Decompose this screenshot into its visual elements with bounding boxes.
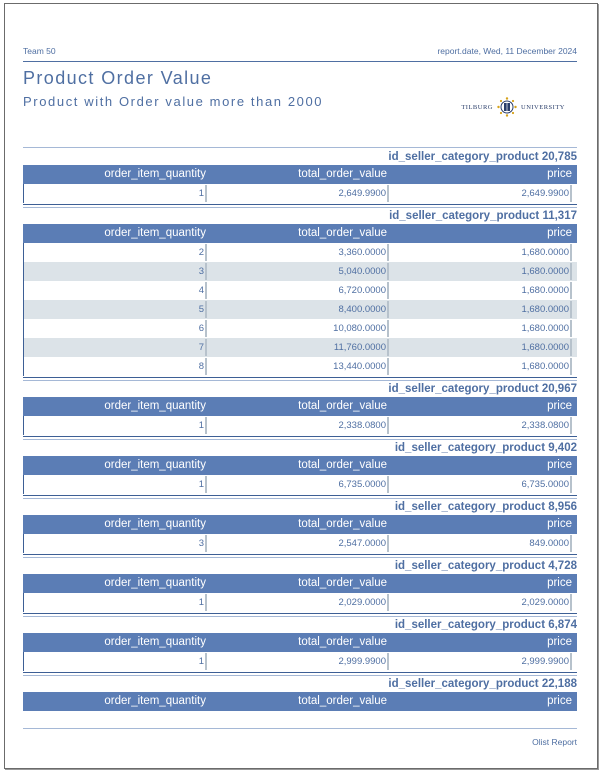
page-header bbox=[23, 46, 577, 60]
cell-separator bbox=[205, 653, 207, 670]
group-heading: id_seller_category_product 22,188 bbox=[388, 678, 577, 690]
cell-p: 2,029.0000 bbox=[521, 597, 569, 608]
cell-separator bbox=[205, 282, 207, 299]
cell-p: 2,999.9900 bbox=[521, 656, 569, 667]
column-header-price: price bbox=[547, 168, 572, 180]
column-header-row bbox=[23, 224, 577, 243]
cell-q: 1 bbox=[198, 420, 204, 431]
cell-p: 1,680.0000 bbox=[521, 342, 569, 353]
header-divider bbox=[23, 61, 577, 62]
cell-p: 6,735.0000 bbox=[521, 479, 569, 490]
column-header-price: price bbox=[547, 518, 572, 530]
cell-separator bbox=[205, 339, 207, 356]
column-header-price: price bbox=[547, 695, 572, 707]
table-row bbox=[23, 262, 577, 281]
cell-q: 3 bbox=[198, 266, 204, 277]
table-row bbox=[23, 593, 577, 612]
cell-separator bbox=[387, 339, 389, 356]
cell-t: 8,400.0000 bbox=[338, 304, 386, 315]
section-divider bbox=[23, 147, 577, 148]
table-row bbox=[23, 243, 577, 262]
column-header-total: total_order_value bbox=[298, 518, 387, 530]
cell-p: 2,649.9900 bbox=[521, 188, 569, 199]
cell-separator bbox=[387, 282, 389, 299]
column-header-row bbox=[23, 165, 577, 184]
cell-separator bbox=[205, 301, 207, 318]
cell-t: 2,999.9900 bbox=[338, 656, 386, 667]
university-logo bbox=[461, 95, 565, 119]
column-header-quantity: order_item_quantity bbox=[104, 168, 206, 180]
cell-t: 2,649.9900 bbox=[338, 188, 386, 199]
cell-separator bbox=[570, 320, 572, 337]
report-groups bbox=[23, 149, 577, 711]
cell-separator bbox=[205, 476, 207, 493]
report-group bbox=[23, 208, 577, 381]
table-row bbox=[23, 281, 577, 300]
cell-t: 5,040.0000 bbox=[338, 266, 386, 277]
cell-p: 1,680.0000 bbox=[521, 247, 569, 258]
cell-q: 1 bbox=[198, 479, 204, 490]
group-heading: id_seller_category_product 4,728 bbox=[394, 560, 577, 572]
column-header-total: total_order_value bbox=[298, 227, 387, 239]
table-row bbox=[23, 319, 577, 338]
group-heading: id_seller_category_product 11,317 bbox=[389, 210, 577, 222]
cell-separator bbox=[387, 594, 389, 611]
report-group bbox=[23, 676, 577, 711]
column-header-price: price bbox=[547, 400, 572, 412]
cell-q: 6 bbox=[198, 323, 204, 334]
column-header-price: price bbox=[547, 636, 572, 648]
cell-separator bbox=[205, 244, 207, 261]
report-group bbox=[23, 499, 577, 558]
column-header-quantity: order_item_quantity bbox=[104, 227, 206, 239]
cell-separator bbox=[570, 358, 572, 375]
cell-separator bbox=[570, 594, 572, 611]
footer-divider bbox=[23, 728, 577, 729]
report-group bbox=[23, 440, 577, 499]
report-group bbox=[23, 149, 577, 208]
column-header-row bbox=[23, 515, 577, 534]
cell-q: 5 bbox=[198, 304, 204, 315]
cell-separator bbox=[387, 653, 389, 670]
table-row bbox=[23, 416, 577, 435]
cell-q: 2 bbox=[198, 247, 204, 258]
cell-p: 1,680.0000 bbox=[521, 285, 569, 296]
cell-q: 1 bbox=[198, 597, 204, 608]
cell-separator bbox=[570, 282, 572, 299]
cell-separator bbox=[387, 263, 389, 280]
cell-separator bbox=[205, 320, 207, 337]
cell-p: 1,680.0000 bbox=[521, 304, 569, 315]
column-header-row bbox=[23, 397, 577, 416]
group-heading: id_seller_category_product 9,402 bbox=[394, 442, 577, 454]
cell-separator bbox=[387, 244, 389, 261]
table-row bbox=[23, 534, 577, 553]
cell-separator bbox=[570, 263, 572, 280]
column-header-total: total_order_value bbox=[298, 636, 387, 648]
page-footer: Olist Report bbox=[532, 737, 577, 747]
report-page bbox=[4, 3, 598, 769]
logo-right-text: UNIVERSITY bbox=[521, 103, 565, 111]
column-header-price: price bbox=[547, 459, 572, 471]
page-title: Product Order Value bbox=[23, 68, 213, 88]
cell-separator bbox=[205, 594, 207, 611]
table-row bbox=[23, 338, 577, 357]
group-heading: id_seller_category_product 8,956 bbox=[394, 501, 577, 513]
cell-q: 1 bbox=[198, 656, 204, 667]
cell-separator bbox=[205, 185, 207, 202]
cell-q: 3 bbox=[198, 538, 204, 549]
cell-t: 13,440.0000 bbox=[333, 361, 386, 372]
cell-separator bbox=[387, 301, 389, 318]
cell-t: 11,760.0000 bbox=[333, 342, 386, 353]
cell-separator bbox=[570, 339, 572, 356]
column-header-price: price bbox=[547, 227, 572, 239]
cell-t: 10,080.0000 bbox=[333, 323, 386, 334]
cell-separator bbox=[205, 417, 207, 434]
cell-separator bbox=[387, 185, 389, 202]
table-row bbox=[23, 652, 577, 671]
cell-separator bbox=[387, 476, 389, 493]
cell-t: 2,338.0800 bbox=[338, 420, 386, 431]
cell-separator bbox=[570, 185, 572, 202]
cell-p: 1,680.0000 bbox=[521, 323, 569, 334]
cell-separator bbox=[570, 535, 572, 552]
cell-separator bbox=[570, 476, 572, 493]
table-row bbox=[23, 300, 577, 319]
cell-separator bbox=[387, 358, 389, 375]
column-header-total: total_order_value bbox=[298, 459, 387, 471]
column-header-quantity: order_item_quantity bbox=[104, 459, 206, 471]
group-heading: id_seller_category_product 20,785 bbox=[388, 151, 577, 163]
column-header-quantity: order_item_quantity bbox=[104, 577, 206, 589]
column-header-row bbox=[23, 456, 577, 475]
column-header-quantity: order_item_quantity bbox=[104, 695, 206, 707]
cell-t: 3,360.0000 bbox=[338, 247, 386, 258]
cell-p: 2,338.0800 bbox=[521, 420, 569, 431]
column-header-total: total_order_value bbox=[298, 400, 387, 412]
column-header-row bbox=[23, 574, 577, 593]
column-header-price: price bbox=[547, 577, 572, 589]
university-seal-icon bbox=[497, 97, 517, 117]
cell-t: 6,720.0000 bbox=[338, 285, 386, 296]
cell-t: 6,735.0000 bbox=[338, 479, 386, 490]
report-date: report.date, Wed, 11 December 2024 bbox=[437, 46, 577, 56]
logo-left-text: TILBURG bbox=[461, 103, 493, 111]
cell-p: 849.0000 bbox=[529, 538, 569, 549]
cell-separator bbox=[570, 301, 572, 318]
cell-q: 1 bbox=[198, 188, 204, 199]
group-heading: id_seller_category_product 20,967 bbox=[388, 383, 577, 395]
cell-separator bbox=[205, 263, 207, 280]
table-row bbox=[23, 357, 577, 376]
cell-separator bbox=[570, 417, 572, 434]
column-header-row bbox=[23, 692, 577, 711]
report-group bbox=[23, 558, 577, 617]
cell-t: 2,547.0000 bbox=[338, 538, 386, 549]
table-row bbox=[23, 184, 577, 203]
column-header-total: total_order_value bbox=[298, 577, 387, 589]
cell-separator bbox=[205, 358, 207, 375]
table-row bbox=[23, 475, 577, 494]
cell-t: 2,029.0000 bbox=[338, 597, 386, 608]
column-header-quantity: order_item_quantity bbox=[104, 518, 206, 530]
cell-separator bbox=[387, 535, 389, 552]
report-group bbox=[23, 617, 577, 676]
cell-separator bbox=[570, 244, 572, 261]
cell-separator bbox=[387, 320, 389, 337]
column-header-quantity: order_item_quantity bbox=[104, 636, 206, 648]
cell-separator bbox=[570, 653, 572, 670]
cell-p: 1,680.0000 bbox=[521, 361, 569, 372]
cell-p: 1,680.0000 bbox=[521, 266, 569, 277]
cell-separator bbox=[387, 417, 389, 434]
page-subtitle: Product with Order value more than 2000 bbox=[23, 94, 324, 109]
column-header-quantity: order_item_quantity bbox=[104, 400, 206, 412]
cell-q: 4 bbox=[198, 285, 204, 296]
cell-separator bbox=[205, 535, 207, 552]
report-group bbox=[23, 381, 577, 440]
group-heading: id_seller_category_product 6,874 bbox=[394, 619, 577, 631]
cell-q: 8 bbox=[198, 361, 204, 372]
team-label: Team 50 bbox=[23, 46, 56, 56]
cell-q: 7 bbox=[198, 342, 204, 353]
column-header-total: total_order_value bbox=[298, 695, 387, 707]
column-header-total: total_order_value bbox=[298, 168, 387, 180]
column-header-row bbox=[23, 633, 577, 652]
